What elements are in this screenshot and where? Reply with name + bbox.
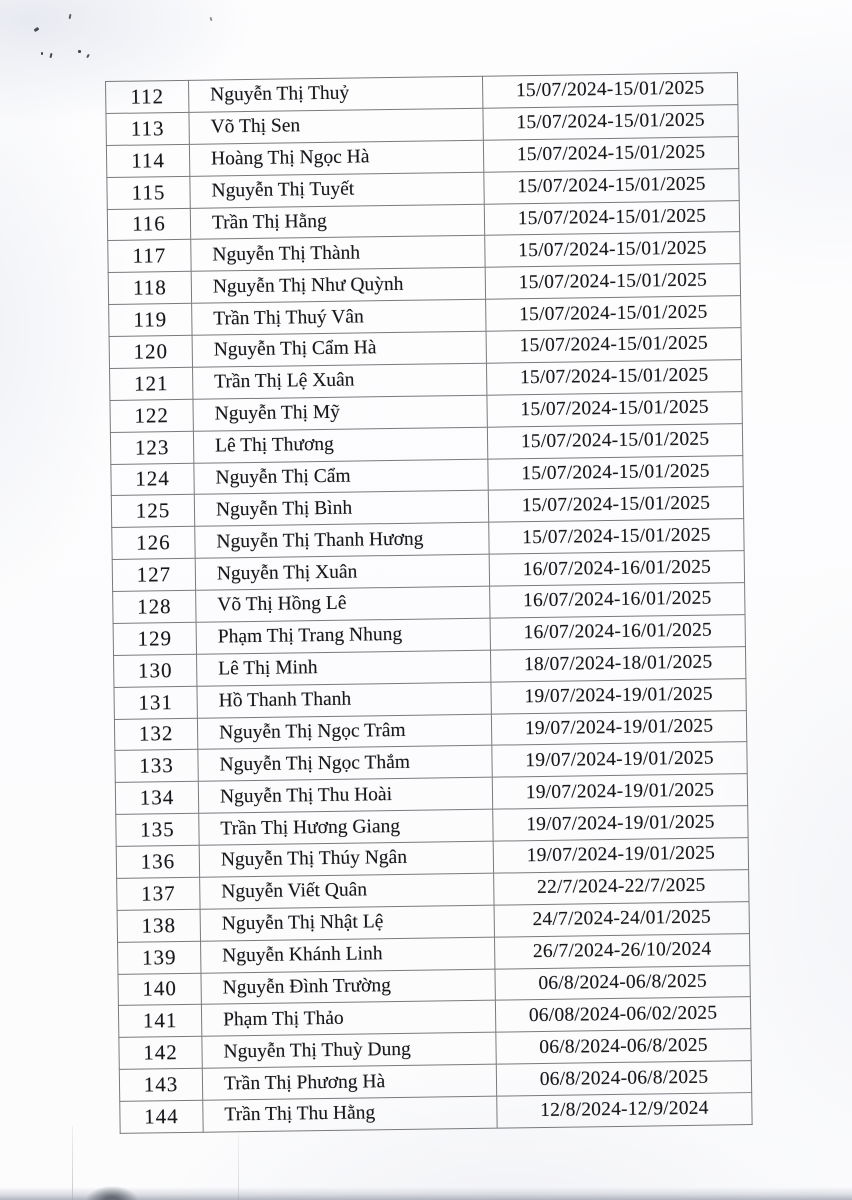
name-cell: Nguyễn Thị Thành — [191, 236, 485, 272]
validity-period-cell: 19/07/2024-19/01/2025 — [492, 774, 747, 809]
validity-period-cell: 15/07/2024-15/01/2025 — [486, 328, 741, 363]
ink-speck — [209, 17, 212, 21]
name-cell: Phạm Thị Thảo — [201, 1001, 495, 1037]
row-number-cell: 120 — [109, 335, 192, 368]
row-number-cell: 113 — [106, 112, 189, 145]
name-cell: Nguyễn Thị Thanh Hương — [195, 522, 489, 558]
validity-period-cell: 19/07/2024-19/01/2025 — [493, 838, 748, 873]
name-cell: Trần Thị Thuý Vân — [192, 299, 486, 335]
validity-period-cell: 06/8/2024-06/8/2025 — [496, 1029, 751, 1064]
name-cell: Nguyễn Thị Bình — [194, 491, 488, 527]
ink-speck — [34, 27, 40, 32]
row-number-cell: 134 — [115, 782, 198, 815]
validity-period-cell: 15/07/2024-15/01/2025 — [488, 487, 743, 522]
row-number-cell: 137 — [117, 877, 200, 910]
ink-speck — [78, 50, 81, 53]
validity-period-cell: 15/07/2024-15/01/2025 — [488, 455, 743, 490]
validity-period-cell: 06/8/2024-06/8/2025 — [495, 965, 750, 1000]
validity-period-cell: 19/07/2024-19/01/2025 — [493, 806, 748, 841]
validity-period-cell: 19/07/2024-19/01/2025 — [492, 742, 747, 777]
name-cell: Nguyễn Thị Thu Hoài — [198, 777, 492, 813]
name-cell: Nguyễn Thị Như Quỳnh — [191, 267, 485, 303]
row-number-cell: 123 — [110, 431, 193, 464]
ink-speck — [86, 54, 90, 58]
row-number-cell: 117 — [108, 240, 191, 273]
validity-period-cell: 24/7/2024-24/01/2025 — [494, 901, 749, 936]
validity-period-cell: 15/07/2024-15/01/2025 — [485, 264, 740, 299]
name-cell: Nguyễn Thị Nhật Lệ — [200, 905, 494, 941]
name-cell: Võ Thị Sen — [189, 108, 483, 144]
name-cell: Võ Thị Hồng Lê — [196, 586, 490, 622]
row-number-cell: 144 — [120, 1100, 203, 1133]
validity-period-cell: 06/8/2024-06/8/2025 — [496, 1061, 751, 1096]
name-cell: Nguyễn Thị Xuân — [195, 554, 489, 590]
name-cell: Nguyễn Thị Ngọc Thắm — [198, 746, 492, 782]
ink-speck — [69, 14, 72, 19]
validity-period-cell: 06/08/2024-06/02/2025 — [495, 997, 750, 1032]
row-number-cell: 128 — [113, 590, 196, 623]
row-number-cell: 126 — [112, 527, 195, 560]
validity-period-cell: 12/8/2024-12/9/2024 — [497, 1093, 752, 1128]
name-cell: Nguyễn Viết Quân — [200, 873, 494, 909]
row-number-cell: 127 — [112, 558, 195, 591]
row-number-cell: 125 — [111, 495, 194, 528]
name-cell: Hoàng Thị Ngọc Hà — [189, 140, 483, 176]
name-cell: Nguyễn Thị Tuyết — [190, 172, 484, 208]
validity-period-cell: 15/07/2024-15/01/2025 — [486, 296, 741, 331]
validity-period-cell: 15/07/2024-15/01/2025 — [485, 232, 740, 267]
row-number-cell: 121 — [110, 367, 193, 400]
validity-period-cell: 16/07/2024-16/01/2025 — [490, 614, 745, 649]
row-number-cell: 132 — [114, 718, 197, 751]
row-number-cell: 115 — [107, 176, 190, 209]
registry-table-grid — [105, 72, 753, 1134]
validity-period-cell: 18/07/2024-18/01/2025 — [490, 646, 745, 681]
name-cell: Hồ Thanh Thanh — [197, 682, 491, 718]
row-number-cell: 122 — [110, 399, 193, 432]
row-number-cell: 143 — [119, 1068, 202, 1101]
row-number-cell: 142 — [119, 1036, 202, 1069]
name-cell: Trần Thị Hương Giang — [199, 809, 493, 845]
validity-period-cell: 26/7/2024-26/10/2024 — [494, 933, 749, 968]
row-number-cell: 130 — [114, 654, 197, 687]
name-cell: Nguyễn Khánh Linh — [201, 937, 495, 973]
validity-period-cell: 15/07/2024-15/01/2025 — [484, 168, 739, 203]
name-cell: Phạm Thị Trang Nhung — [196, 618, 490, 654]
row-number-cell: 112 — [106, 80, 189, 113]
name-cell: Nguyễn Thị Thuỷ — [188, 76, 482, 112]
row-number-cell: 136 — [116, 845, 199, 878]
name-cell: Nguyễn Thị Cẩm — [194, 459, 488, 495]
validity-period-cell: 19/07/2024-19/01/2025 — [491, 710, 746, 745]
validity-period-cell: 15/07/2024-15/01/2025 — [483, 136, 738, 171]
validity-period-cell: 15/07/2024-15/01/2025 — [484, 200, 739, 235]
validity-period-cell: 19/07/2024-19/01/2025 — [491, 678, 746, 713]
row-number-cell: 140 — [118, 973, 201, 1006]
name-cell: Nguyễn Thị Cẩm Hà — [192, 331, 486, 367]
name-cell: Nguyễn Thị Thúy Ngân — [199, 841, 493, 877]
registry-table — [105, 72, 752, 1134]
name-cell: Trần Thị Phương Hà — [202, 1064, 496, 1100]
name-cell: Nguyễn Thị Mỹ — [193, 395, 487, 431]
validity-period-cell: 15/07/2024-15/01/2025 — [486, 360, 741, 395]
row-number-cell: 135 — [116, 813, 199, 846]
validity-period-cell: 15/07/2024-15/01/2025 — [482, 73, 737, 108]
name-cell: Trần Thị Hằng — [190, 204, 484, 240]
row-number-cell: 141 — [118, 1005, 201, 1038]
row-number-cell: 139 — [118, 941, 201, 974]
name-cell: Nguyễn Thị Thuỳ Dung — [202, 1032, 496, 1068]
name-cell: Trần Thị Thu Hằng — [203, 1096, 497, 1132]
ink-speck — [41, 52, 43, 55]
row-number-cell: 124 — [111, 463, 194, 496]
row-number-cell: 114 — [106, 144, 189, 177]
row-number-cell: 119 — [109, 303, 192, 336]
row-number-cell: 116 — [107, 208, 190, 241]
row-number-cell: 118 — [108, 272, 191, 305]
validity-period-cell: 16/07/2024-16/01/2025 — [490, 583, 745, 618]
name-cell: Nguyễn Thị Ngọc Trâm — [197, 714, 491, 750]
validity-period-cell: 15/07/2024-15/01/2025 — [483, 105, 738, 140]
scan-edge-shadow — [86, 1186, 138, 1200]
ink-speck — [49, 53, 52, 58]
validity-period-cell: 16/07/2024-16/01/2025 — [489, 551, 744, 586]
name-cell: Nguyễn Đình Trường — [201, 969, 495, 1005]
row-number-cell: 133 — [115, 750, 198, 783]
row-number-cell: 138 — [117, 909, 200, 942]
row-number-cell: 129 — [113, 622, 196, 655]
name-cell: Trần Thị Lệ Xuân — [193, 363, 487, 399]
validity-period-cell: 15/07/2024-15/01/2025 — [489, 519, 744, 554]
row-number-cell: 131 — [114, 686, 197, 719]
validity-period-cell: 15/07/2024-15/01/2025 — [487, 423, 742, 458]
table-body — [106, 73, 753, 1134]
name-cell: Lê Thị Minh — [197, 650, 491, 686]
validity-period-cell: 15/07/2024-15/01/2025 — [487, 391, 742, 426]
validity-period-cell: 22/7/2024-22/7/2025 — [494, 869, 749, 904]
name-cell: Lê Thị Thương — [193, 427, 487, 463]
